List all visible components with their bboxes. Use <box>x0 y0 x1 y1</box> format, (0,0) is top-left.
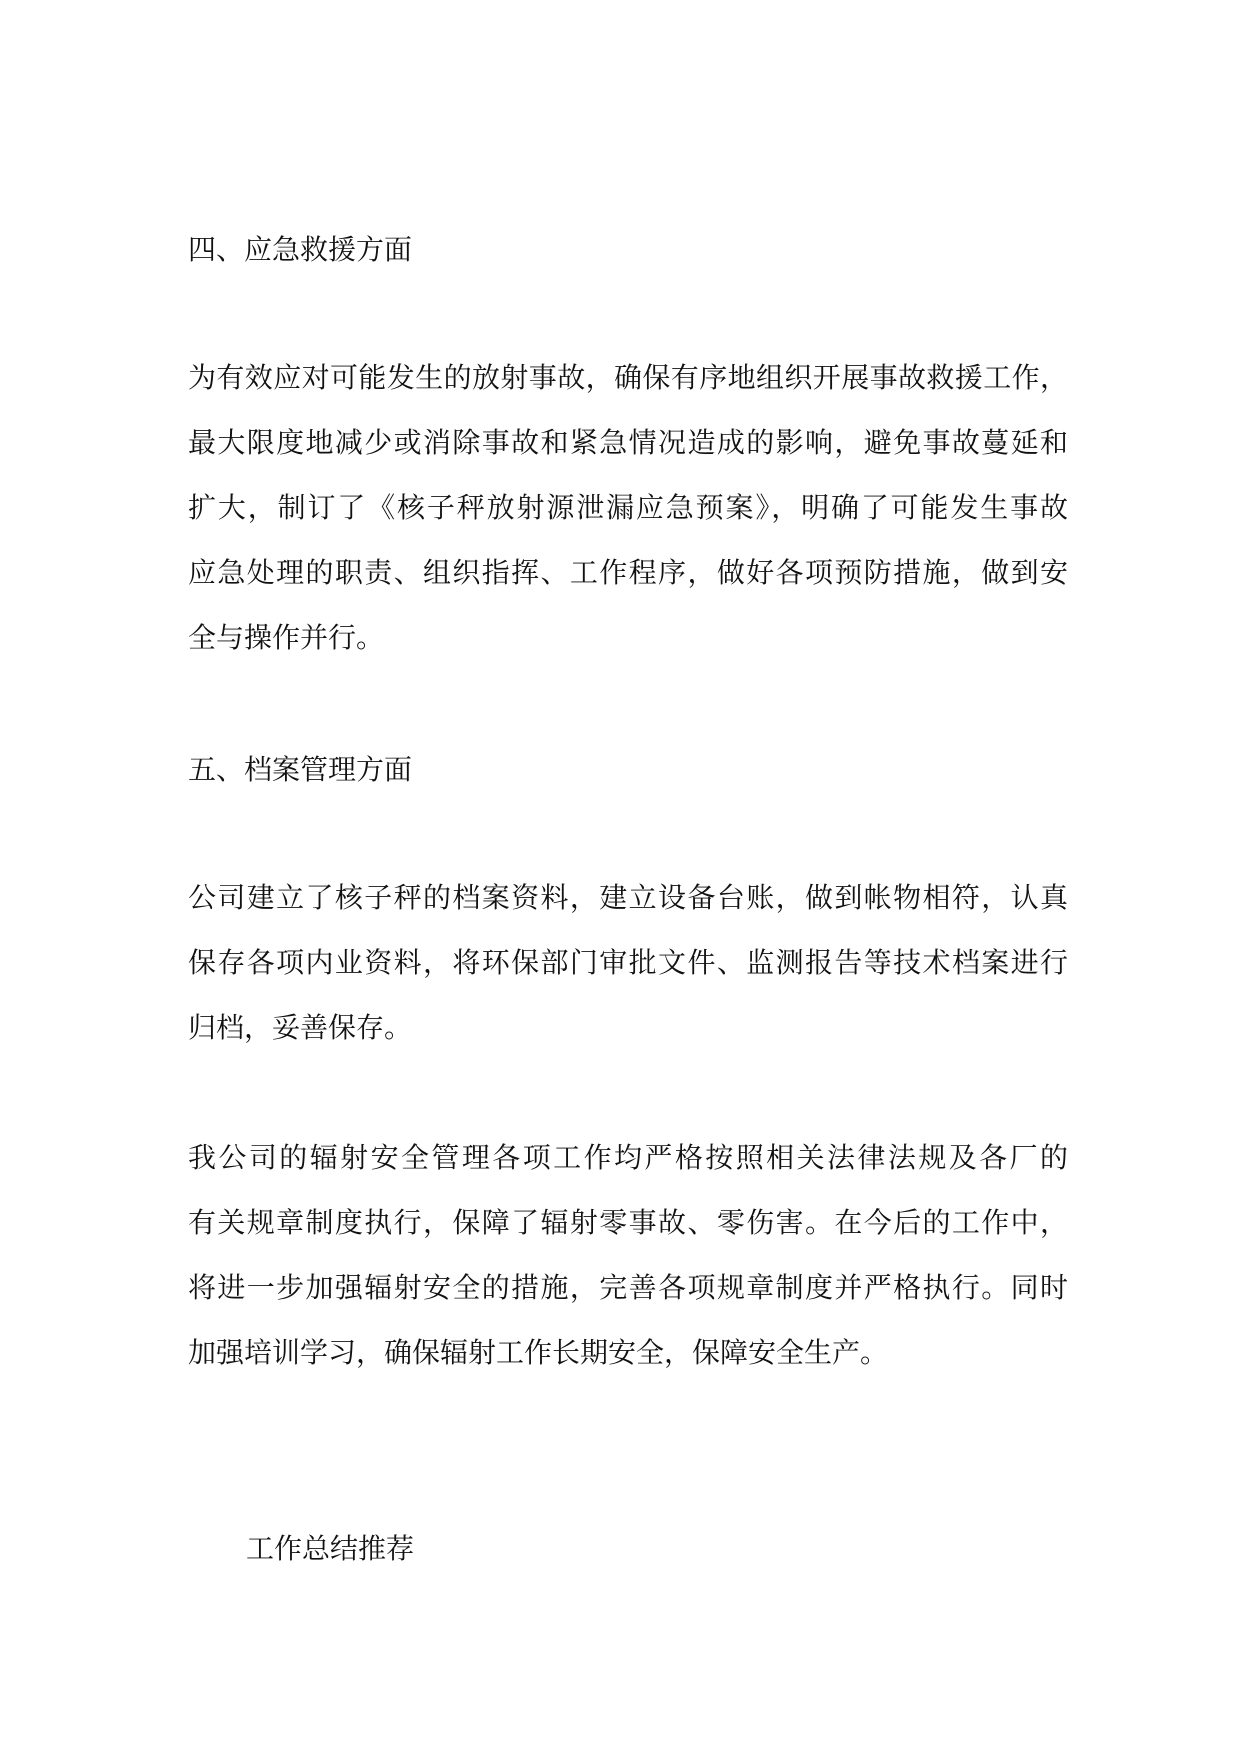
paragraph-archive-management <box>188 865 1068 1060</box>
paragraph-line: 归档，妥善保存。 <box>188 1011 413 1044</box>
section-heading-emergency-rescue: 四、应急救援方面 <box>188 233 413 266</box>
paragraph-line: 公司建立了核子秤的档案资料，建立设备台账，做到帐物相符，认真 <box>188 881 1068 914</box>
paragraph-line: 为有效应对可能发生的放射事故，确保有序地组织开展事故救援工作， <box>188 361 1068 394</box>
paragraph-line: 全与操作并行。 <box>188 621 385 654</box>
paragraph-line: 有关规章制度执行，保障了辐射零事故、零伤害。在今后的工作中， <box>188 1206 1068 1239</box>
paragraph-line: 将进一步加强辐射安全的措施，完善各项规章制度并严格执行。同时 <box>188 1271 1068 1304</box>
paragraph-line: 保存各项内业资料，将环保部门审批文件、监测报告等技术档案进行 <box>188 946 1068 979</box>
paragraph-emergency-rescue <box>188 345 1068 670</box>
paragraph-line: 扩大，制订了《核子秤放射源泄漏应急预案》，明确了可能发生事故 <box>188 491 1068 524</box>
footer-recommendation-title: 工作总结推荐 <box>246 1532 415 1565</box>
paragraph-line: 最大限度地减少或消除事故和紧急情况造成的影响，避免事故蔓延和 <box>188 426 1068 459</box>
paragraph-line: 应急处理的职责、组织指挥、工作程序，做好各项预防措施，做到安 <box>188 556 1068 589</box>
paragraph-closing-summary <box>188 1125 1068 1385</box>
section-heading-archive-management: 五、档案管理方面 <box>188 753 413 786</box>
paragraph-line: 我公司的辐射安全管理各项工作均严格按照相关法律法规及各厂的 <box>188 1141 1068 1174</box>
paragraph-line: 加强培训学习，确保辐射工作长期安全，保障安全生产。 <box>188 1336 889 1369</box>
